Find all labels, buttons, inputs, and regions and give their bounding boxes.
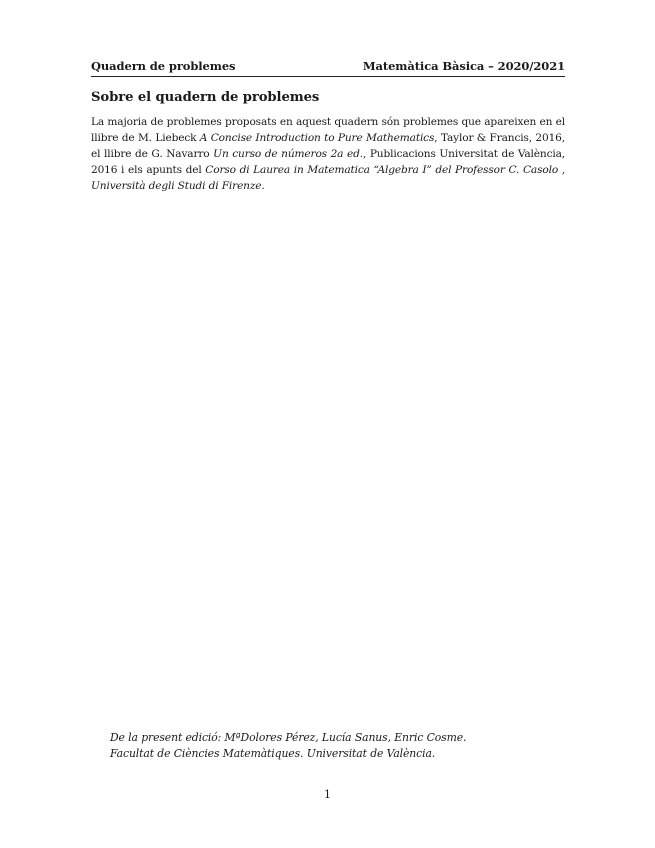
notes-title-casolo: Corso di Laurea in Matematica “Algebra I” del Professor C. Casolo , Università degli Studi di Firenze.: [91, 164, 565, 192]
running-header: [91, 59, 565, 73]
header-left-title: Quadern de problemes: [91, 59, 236, 73]
page-number: 1: [324, 788, 331, 801]
book-title-navarro: Un curso de números 2a ed.: [213, 148, 363, 160]
intro-text-2: , Taylor & Francis, 2016, el llibre de G. Navarro: [91, 132, 565, 160]
intro-text-1: La majoria de problemes proposats en aquest quadern són problemes que apareixen en el llibre de M. Liebeck: [91, 116, 565, 144]
intro-text-3: , Publicacions Universitat de València, 2016 i els apunts del: [91, 148, 565, 176]
credits-authors: De la present edició: MªDolores Pérez, Lucía Sanus, Enric Cosme.: [110, 731, 467, 744]
intro-paragraph: [91, 114, 565, 194]
edition-credits: [110, 730, 550, 762]
header-rule: [91, 76, 565, 77]
section-title: Sobre el quadern de problemes: [91, 90, 320, 105]
credits-institution: Facultat de Ciències Matemàtiques. Universitat de València.: [110, 747, 436, 760]
header-right-title: Matemàtica Bàsica – 2020/2021: [362, 59, 565, 73]
book-title-liebeck: A Concise Introduction to Pure Mathematics: [199, 132, 435, 144]
